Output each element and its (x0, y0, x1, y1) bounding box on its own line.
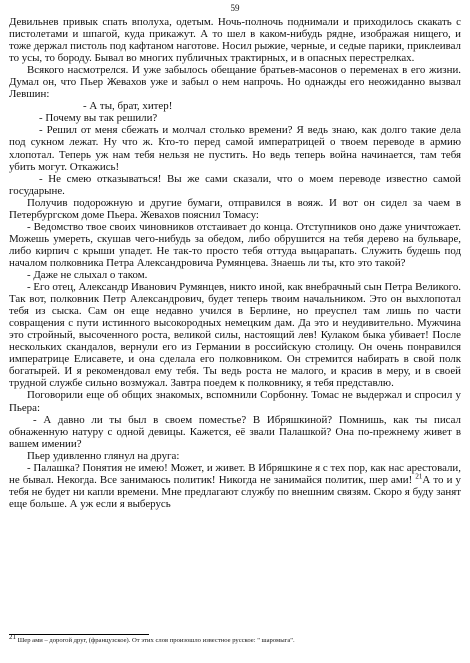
dialogue-line (9, 462, 461, 510)
footnote-divider (9, 634, 149, 635)
page-number: 59 (230, 3, 240, 13)
footnote-text: Шер ами – дорогой друг, (французское). От этих слов произошло известное русское: " шаромыга". (17, 637, 295, 645)
dialogue-line: - Решил от меня сбежать и молчал столько времени? Я ведь знаю, как долго такие дела под сукном лежат. Ну что ж. Кто-то перед самой императрицей о твоем переводе в армию хлопотал. Теперь уж нам тебя нельзя не пустить. Но ведь теперь война начинается, там тебя убить могут. Откажись! (9, 124, 461, 173)
dialogue-text: - Палашка? Понятия не имею! Может, и живет. В Ибряшкине я с тех пор, как нас арестовали, не бывал. Некогда. Все занимаюсь политик! Никогда не занимайся политик, шер ами! (9, 461, 461, 486)
dialogue-line: - Не смею отказываться! Вы же сами сказали, что о моем переводе известно самой государыне. (9, 172, 461, 197)
paragraph: Пьер удивленно глянул на друга: (27, 449, 180, 462)
dialogue-text-continued: А то и у тебя не будет ни капли времени. Мне предлагают службу по внешним связям. Скоро я буду занят еще больше. А уж если я выберусь (9, 473, 462, 510)
footnote-number: 21 (9, 633, 16, 641)
dialogue-line: - А давно ли ты был в своем поместье? В Ибряшкиной? Помнишь, как ты писал обнаженную натуру с одной девицы. Кажется, её звали Палашкой? Она по-прежнему живет в вашем имении? (9, 413, 461, 450)
paragraph: Поговорили еще об общих знакомых, вспомнили Сорбонну. Томас не выдержал и спросил у Пьера: (9, 389, 461, 414)
page-body-text (9, 16, 461, 510)
dialogue-line: - Даже не слыхал о таком. (27, 268, 148, 281)
dialogue-line: - Почему вы так решили? (39, 112, 158, 125)
footnote-ref[interactable]: 21 (415, 472, 423, 481)
paragraph: Девильнев привык спать вполуха, одетым. Ночь-полночь поднимали и приходилось скакать с пистолетами и шпагой, куда прикажут. А то шел в каком-нибудь рядне, изображая нищего, и тоже держал пистоль под кафтаном наготове. Носил рыжие, черные, и седые парики, приклеивал то усы, то бороду. Бывал во многих публичных трактирных, и в опасных перестрелках. (9, 16, 461, 65)
dialogue-line: - Его отец, Александр Иванович Румянцев, никто иной, как внебрачный сын Петра Великого. Так вот, полковник Петр Александрович, будет теперь твоим начальником. Это он выхлопотал тебя из сыска. Сам он еще недавно учился в Берлине, но преуспел там лишь по части совращения с пути истинного высокородных немецким дам. Да это и неудивительно. Мужчина это стройный, высоченного роста, великой силы, настоящий лев! Кулаком быка убивает! После нескольких скандалов, вернули его из Германии в российскую столицу. Он очень понравился императрице Елисавете, и она сделала его полковником. Он стремится набирать в свой полк богатырей. И я рекомендовал ему тебя. Ты ведь роста не малого, и красив в меру, и в своей трудной службе сильно возмужал. Завтра поедем к полковнику, я тебя представлю. (9, 281, 462, 390)
dialogue-line: - А ты, брат, хитер! (83, 100, 173, 113)
paragraph: Получив подорожную и другие бумаги, отправился в вояж. И вот он сидел за чаем в Петербургском доме Пьера. Жевахов пояснил Томасу: (9, 196, 461, 221)
footnote (9, 633, 461, 645)
dialogue-line: - Ведомство твое своих чиновников отстаивает до конца. Отступников оно даже уничтожает. Можешь умереть, скушав чего-нибудь за обедом, либо обрушится на тебя дерево на бульваре, либо кирпич с крыши упадет. Не так-то просто тебя оттуда выцарапать. Служить будешь под началом полковника Петра Александровича Румянцева. Знаешь ли ты, кто это такой? (9, 220, 461, 269)
paragraph: Всякого насмотрелся. И уже забылось обещание братьев-масонов о переменах в его жизни. Думал он, что Пьер Жевахов уже и забыл о нем напрочь. Но однажды его неожиданно вызвал Левшин: (9, 64, 461, 101)
